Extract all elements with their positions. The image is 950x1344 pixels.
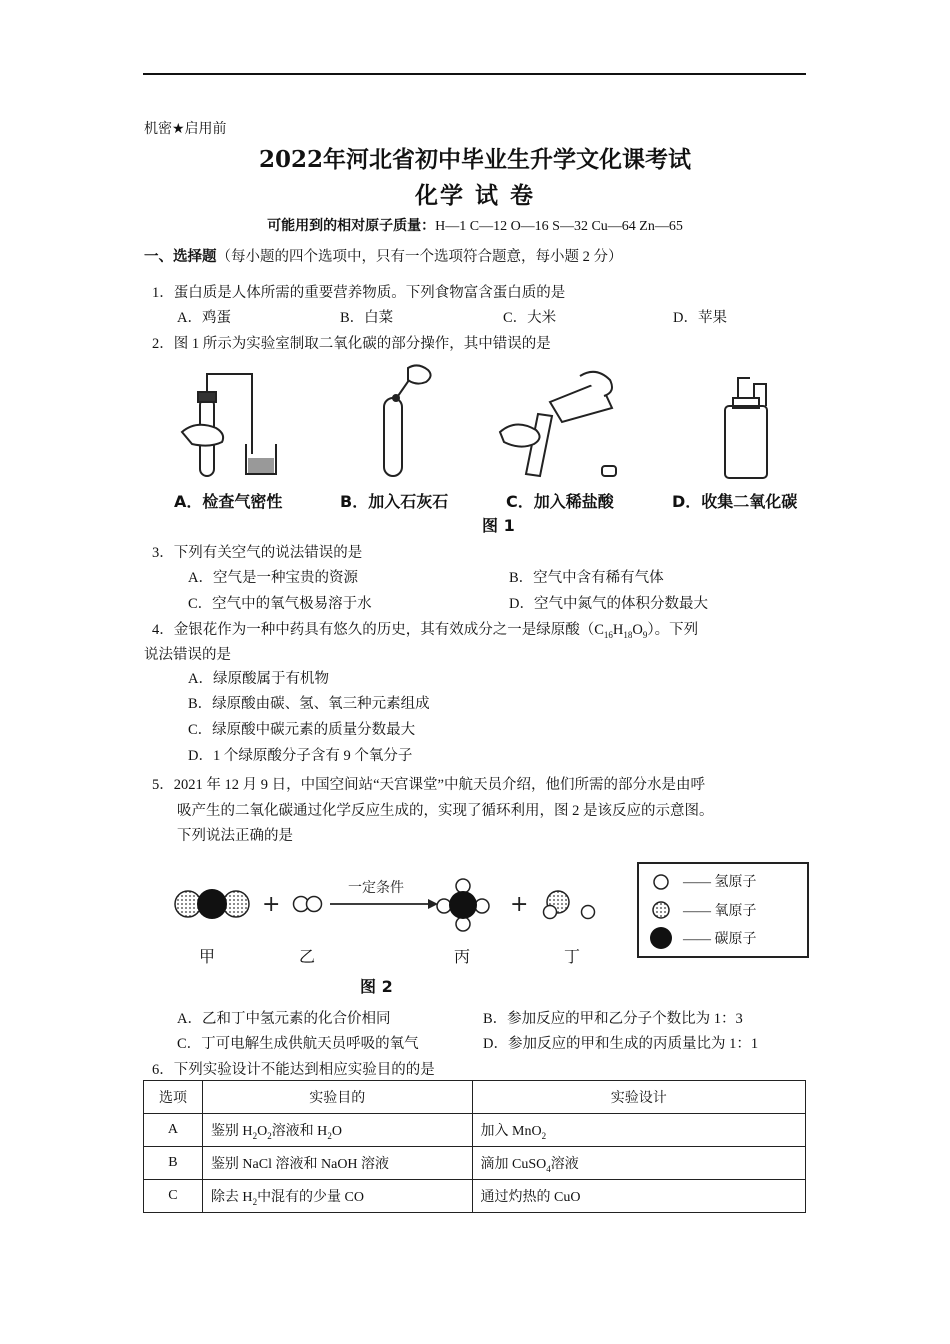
q3-option-c: C．空气中的氧气极易溶于水 [188,596,372,612]
q1-option-b: B．白菜 [340,310,394,326]
atomic-mass-label: 可能用到的相对原子质量： [267,218,436,234]
top-rule [143,73,806,75]
carbon-atom-icon [650,927,672,949]
plus-sign-2: + [510,892,529,917]
q3-option-b: B．空气中含有稀有气体 [509,570,664,586]
exam-title: 2022年河北省初中毕业生升学文化课考试 [258,146,691,173]
q1-option-c: C．大米 [503,310,557,326]
table-row [144,1147,806,1180]
row-goal: 除去 $H_2$中混有的少量 CO [202,1180,472,1213]
figure-1-label-b: B．加入石灰石 [340,492,449,511]
row-option: C [144,1180,203,1213]
q3-option-a: A．空气是一种宝贵的资源 [188,570,358,586]
oxygen-atom-icon [653,902,669,918]
legend-carbon: —— 碳原子 [683,932,757,947]
atomic-mass-values: H—1 C—12 O—16 S—32 Cu—64 Zn—65 [435,219,683,234]
q4-option-d: D．1 个绿原酸分子含有 9 个氧分子 [188,748,413,764]
q2-stem: 2．图 1 所示为实验室制取二氧化碳的部分操作，其中错误的是 [152,336,551,352]
label-jia: 甲 [199,947,216,966]
q6-stem: 6．下列实验设计不能达到相应实验目的的是 [152,1062,435,1078]
legend-hydrogen: —— 氢原子 [683,875,757,890]
molecule-co2 [175,889,249,919]
figure-1-label-c: C．加入稀盐酸 [506,492,614,511]
legend-oxygen: —— 氧原子 [683,904,757,919]
q5-option-a: A．乙和丁中氢元素的化合价相同 [177,1011,391,1027]
row-goal: 鉴别 NaCl 溶液和 NaOH 溶液 [202,1147,472,1180]
row-design: 加入 MnO$_2$ [472,1114,805,1147]
exam-subject: 化学 试 卷 [414,182,535,209]
header-design: 实验设计 [472,1081,805,1114]
collect-co2-illustration [725,378,767,478]
section-note: （每小题的四个选项中，只有一个选项符合题意，每小题 2 分） [216,249,623,265]
figure-1-caption: 图 1 [482,516,515,535]
table-row [144,1180,806,1213]
figure-2-caption: 图 2 [360,977,393,996]
q4-stem-line2: 说法错误的是 [144,647,231,663]
experiment-table [143,1080,806,1213]
q5-stem-line3: 下列说法正确的是 [177,828,293,844]
reaction-condition: 一定条件 [348,880,404,896]
airtight-check-illustration [182,374,276,476]
q5-option-b: B．参加反应的甲和乙分子个数比为 1：3 [483,1011,743,1027]
section-heading [144,245,623,266]
molecule-h2 [294,897,322,912]
q1-option-d: D．苹果 [673,310,727,326]
secret-label: 机密★启用前 [144,121,227,137]
q5-stem-line2: 吸产生的二氧化碳通过化学反应生成的，实现了循环利用，图 2 是该反应的示意图。 [177,803,714,819]
q3-option-d: D．空气中氮气的体积分数最大 [509,596,708,612]
section-title: 一、选择题 [144,249,217,265]
row-design: 通过灼热的 CuO [472,1180,805,1213]
header-option: 选项 [144,1081,203,1114]
q5-option-c: C．丁可电解生成供航天员呼吸的氧气 [177,1036,419,1052]
molecule-ch4 [437,879,489,931]
q5-option-d: D．参加反应的甲和生成的丙质量比为 1：1 [483,1036,759,1052]
add-acid-illustration [500,372,616,476]
header-goal: 实验目的 [202,1081,472,1114]
q4-option-c: C．绿原酸中碳元素的质量分数最大 [188,722,416,738]
label-yi: 乙 [299,947,316,966]
q4-stem-line1: 4．金银花作为一种中药具有悠久的历史，其有效成分之一是绿原酸$(C_{16}H_{18}O_9)$。下列 [152,622,699,640]
legend-icons [647,870,677,950]
plus-sign-1: + [262,892,281,917]
table-header-row [144,1081,806,1114]
q4-option-a: A．绿原酸属于有机物 [188,671,329,687]
row-goal: 鉴别 $H_2O_2$溶液和 $H_2O$ [202,1114,472,1147]
hydrogen-atom-icon [654,875,668,889]
add-limestone-illustration [384,365,431,476]
atomic-mass-line [0,215,950,235]
q3-stem: 3．下列有关空气的说法错误的是 [152,545,363,561]
molecule-h2o [544,891,595,919]
atom-legend [637,862,809,958]
row-option: B [144,1147,203,1180]
figure-2-reaction [160,858,610,968]
table-row [144,1114,806,1147]
row-design: 滴加 CuSO$_4$溶液 [472,1147,805,1180]
figure-1-label-a: A．检查气密性 [174,492,283,511]
q5-stem-line1: 5．2021 年 12 月 9 日，中国空间站“天宫课堂”中航天员介绍，他们所需的部分水是由呼 [152,777,705,793]
label-ding: 丁 [564,947,581,966]
q1-stem: 1．蛋白质是人体所需的重要营养物质。下列食物富含蛋白质的是 [152,285,566,301]
label-bing: 丙 [454,947,471,966]
figure-1-label-d: D．收集二氧化碳 [672,492,798,511]
figure-1-illustrations [160,362,830,492]
q4-option-b: B．绿原酸由碳、氢、氧三种元素组成 [188,696,430,712]
row-option: A [144,1114,203,1147]
q1-option-a: A．鸡蛋 [177,310,231,326]
